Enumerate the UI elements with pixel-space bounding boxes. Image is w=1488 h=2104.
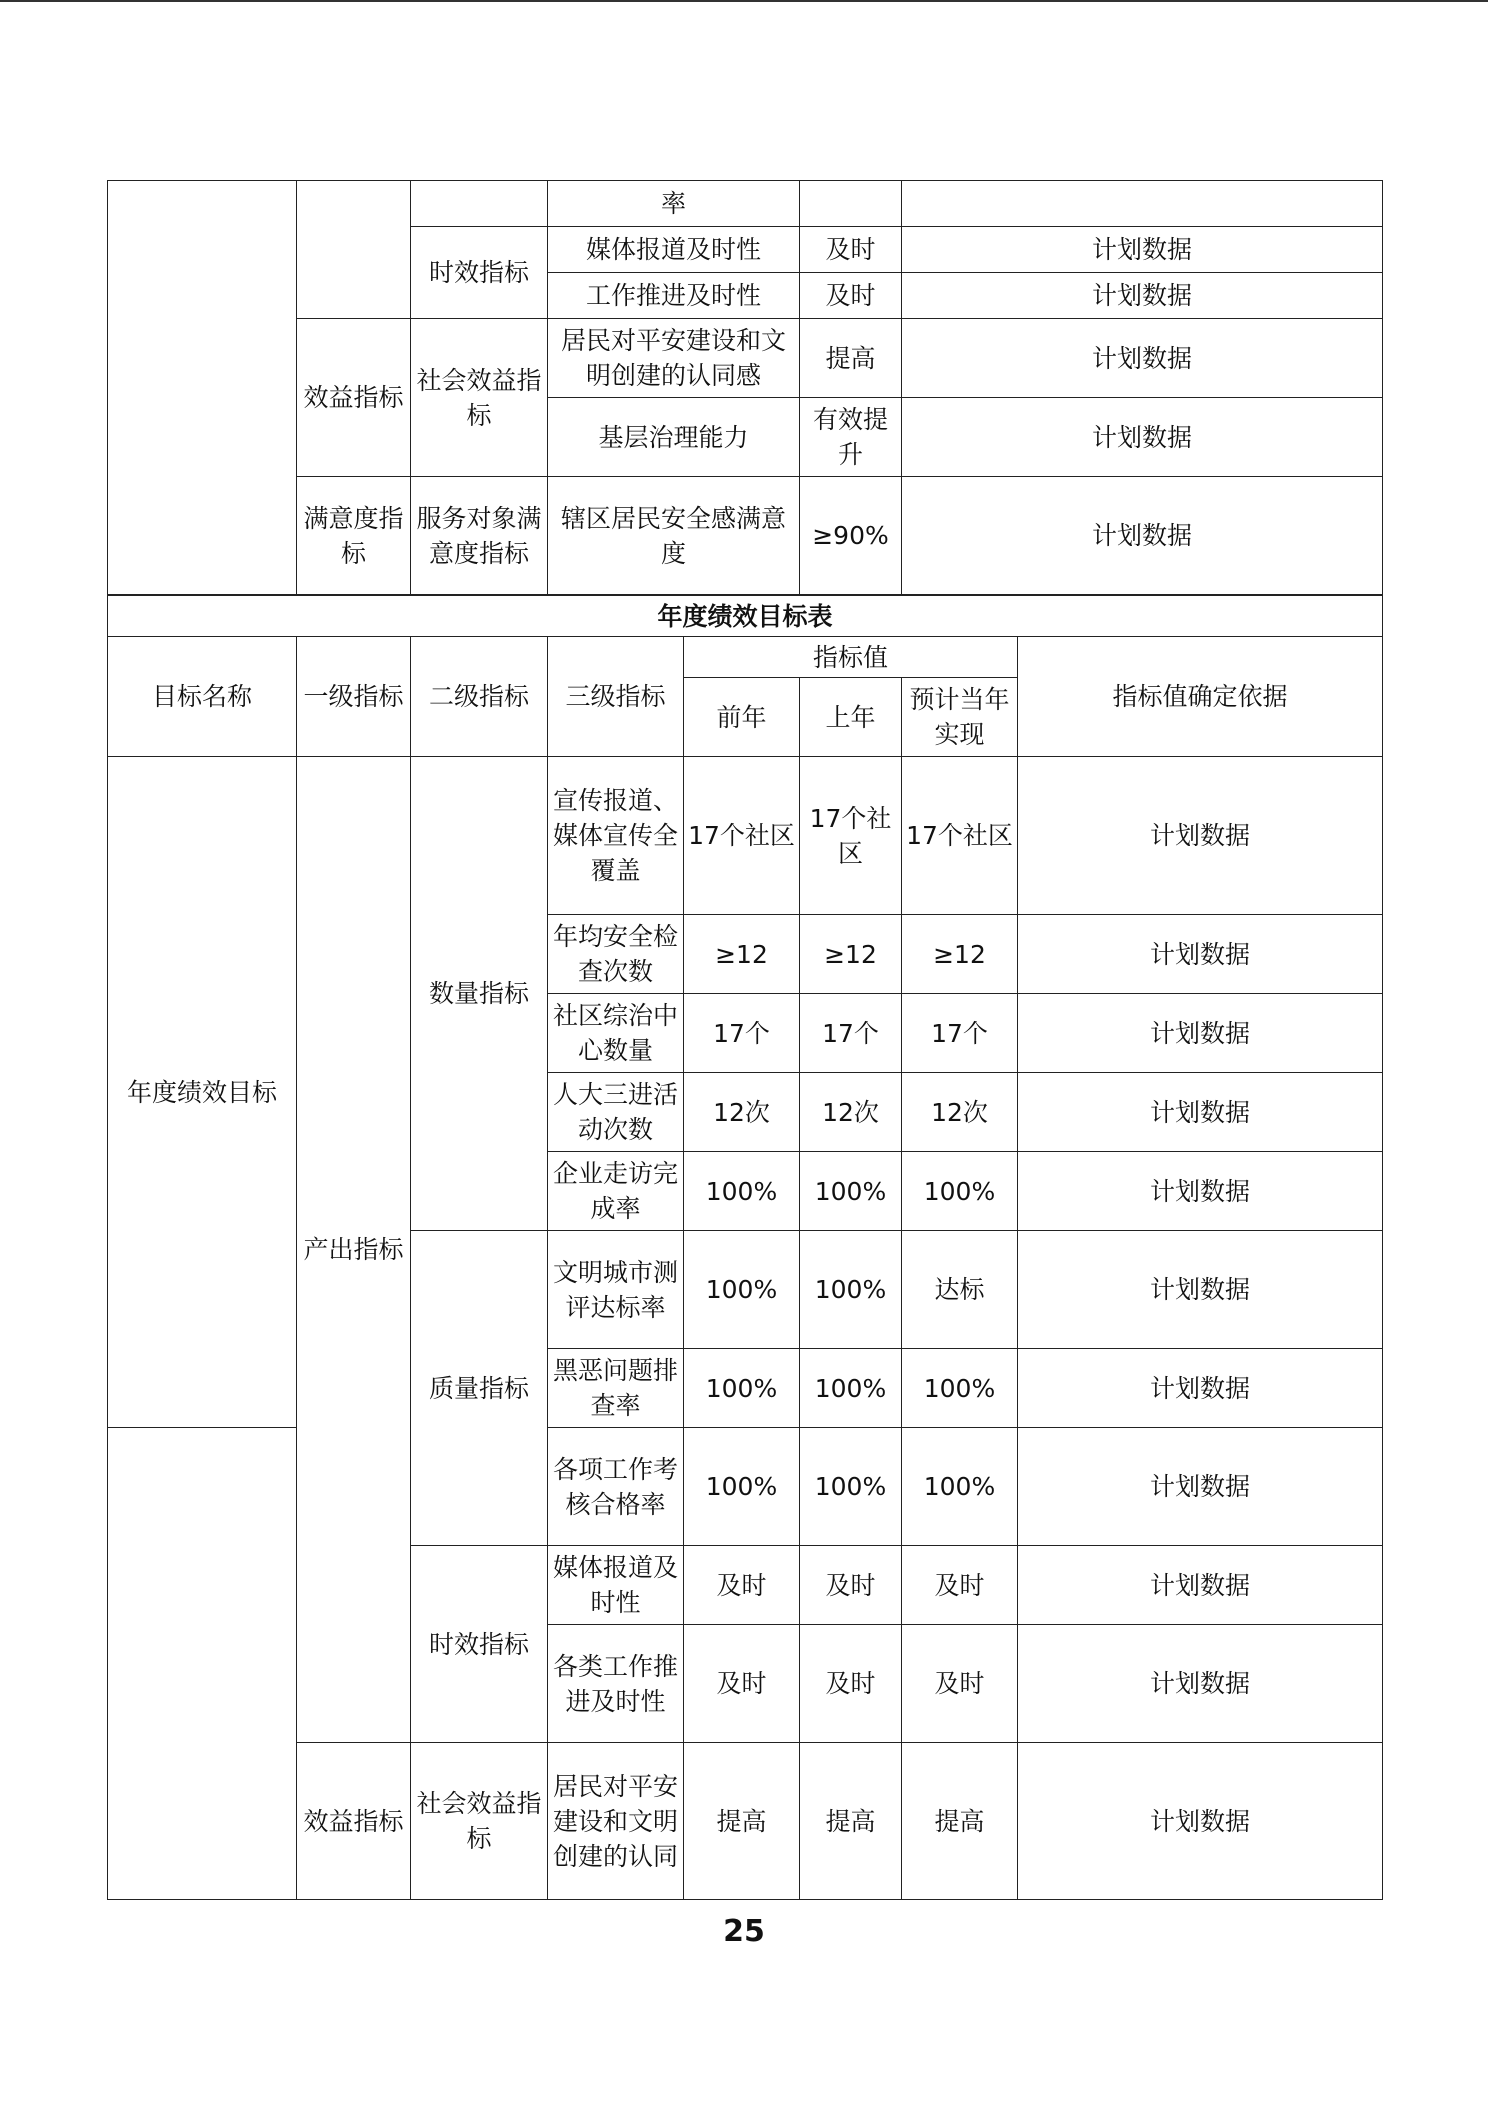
basis-cell: 计划数据 xyxy=(1018,1152,1383,1231)
level3-cell: 基层治理能力 xyxy=(548,398,800,477)
value-current: 17个 xyxy=(902,994,1018,1073)
annual-performance-table xyxy=(107,595,1383,1900)
table-row xyxy=(108,477,1383,595)
level2-cell: 时效指标 xyxy=(411,227,548,319)
value-prev2: 提高 xyxy=(684,1743,800,1900)
level3-cell: 宣传报道、媒体宣传全覆盖 xyxy=(548,757,684,915)
value-prev1: 12次 xyxy=(800,1073,902,1152)
header-basis: 指标值确定依据 xyxy=(1018,637,1383,757)
level2-cell: 时效指标 xyxy=(411,1546,548,1743)
value-prev1: 及时 xyxy=(800,1546,902,1625)
value-prev2: 17个社区 xyxy=(684,757,800,915)
level3-cell: 人大三进活动次数 xyxy=(548,1073,684,1152)
value-prev1: 100% xyxy=(800,1349,902,1428)
basis-cell: 计划数据 xyxy=(1018,1625,1383,1743)
level1-cell: 产出指标 xyxy=(297,757,411,1743)
level3-cell: 辖区居民安全感满意度 xyxy=(548,477,800,595)
value-prev1: 及时 xyxy=(800,1625,902,1743)
header-prev1: 上年 xyxy=(800,678,902,757)
value-current: 17个社区 xyxy=(902,757,1018,915)
table-row xyxy=(108,1743,1383,1900)
level1-cell: 效益指标 xyxy=(297,319,411,477)
value-prev2: 17个 xyxy=(684,994,800,1073)
basis-cell: 计划数据 xyxy=(1018,1546,1383,1625)
empty-level1-cell xyxy=(297,181,411,319)
level3-cell: 企业走访完成率 xyxy=(548,1152,684,1231)
value-cell: 及时 xyxy=(800,273,902,319)
value-cell: ≥90% xyxy=(800,477,902,595)
value-prev2: 100% xyxy=(684,1231,800,1349)
value-prev1: 100% xyxy=(800,1428,902,1546)
basis-cell: 计划数据 xyxy=(902,477,1383,595)
value-prev1: ≥12 xyxy=(800,915,902,994)
basis-cell: 计划数据 xyxy=(1018,1349,1383,1428)
value-current: ≥12 xyxy=(902,915,1018,994)
basis-cell: 计划数据 xyxy=(902,227,1383,273)
level3-cell: 媒体报道及时性 xyxy=(548,1546,684,1625)
basis-cell: 计划数据 xyxy=(1018,1743,1383,1900)
header-level2: 二级指标 xyxy=(411,637,548,757)
value-current: 100% xyxy=(902,1428,1018,1546)
level2-cell: 社会效益指标 xyxy=(411,319,548,477)
page-number: 25 xyxy=(723,1914,765,1949)
value-current: 达标 xyxy=(902,1231,1018,1349)
value-prev1: 提高 xyxy=(800,1743,902,1900)
header-prev2: 前年 xyxy=(684,678,800,757)
level3-cell: 率 xyxy=(548,181,800,227)
value-cell: 提高 xyxy=(800,319,902,398)
level2-cell: 数量指标 xyxy=(411,757,548,1231)
top-border-line xyxy=(0,0,1488,2)
level2-cell: 服务对象满意度指标 xyxy=(411,477,548,595)
value-prev2: ≥12 xyxy=(684,915,800,994)
level2-cell: 社会效益指标 xyxy=(411,1743,548,1900)
table-row xyxy=(108,181,1383,227)
empty-name-cell xyxy=(108,181,297,595)
level3-cell: 年均安全检查次数 xyxy=(548,915,684,994)
value-current: 100% xyxy=(902,1349,1018,1428)
level3-cell: 文明城市测评达标率 xyxy=(548,1231,684,1349)
header-name: 目标名称 xyxy=(108,637,297,757)
level3-cell: 工作推进及时性 xyxy=(548,273,800,319)
basis-cell: 计划数据 xyxy=(1018,1428,1383,1546)
table-row xyxy=(108,757,1383,915)
basis-cell: 计划数据 xyxy=(1018,994,1383,1073)
value-prev2: 及时 xyxy=(684,1625,800,1743)
basis-cell: 计划数据 xyxy=(902,398,1383,477)
table-row xyxy=(108,319,1383,398)
empty-name-cell xyxy=(108,1428,297,1900)
value-current: 及时 xyxy=(902,1546,1018,1625)
basis-cell: 计划数据 xyxy=(1018,1231,1383,1349)
header-row xyxy=(108,637,1383,678)
header-level1: 一级指标 xyxy=(297,637,411,757)
value-prev1: 17个社区 xyxy=(800,757,902,915)
table-title-row xyxy=(108,596,1383,637)
level3-cell: 居民对平安建设和文明创建的认同 xyxy=(548,1743,684,1900)
value-prev2: 100% xyxy=(684,1152,800,1231)
value-prev1: 17个 xyxy=(800,994,902,1073)
value-cell: 有效提升 xyxy=(800,398,902,477)
value-cell xyxy=(800,181,902,227)
level1-cell: 效益指标 xyxy=(297,1743,411,1900)
basis-cell: 计划数据 xyxy=(1018,1073,1383,1152)
value-prev2: 12次 xyxy=(684,1073,800,1152)
table-title: 年度绩效目标表 xyxy=(108,596,1383,637)
basis-cell: 计划数据 xyxy=(902,319,1383,398)
level3-cell: 居民对平安建设和文明创建的认同感 xyxy=(548,319,800,398)
value-prev2: 及时 xyxy=(684,1546,800,1625)
value-prev2: 100% xyxy=(684,1349,800,1428)
value-current: 提高 xyxy=(902,1743,1018,1900)
level3-cell: 黑恶问题排查率 xyxy=(548,1349,684,1428)
value-prev1: 100% xyxy=(800,1231,902,1349)
level1-cell: 满意度指标 xyxy=(297,477,411,595)
level2-cell: 质量指标 xyxy=(411,1231,548,1546)
empty-level2-cell xyxy=(411,181,548,227)
value-current: 12次 xyxy=(902,1073,1018,1152)
level3-cell: 各类工作推进及时性 xyxy=(548,1625,684,1743)
basis-cell: 计划数据 xyxy=(902,273,1383,319)
value-current: 及时 xyxy=(902,1625,1018,1743)
value-current: 100% xyxy=(902,1152,1018,1231)
value-prev1: 100% xyxy=(800,1152,902,1231)
value-prev2: 100% xyxy=(684,1428,800,1546)
header-level3: 三级指标 xyxy=(548,637,684,757)
header-current: 预计当年实现 xyxy=(902,678,1018,757)
basis-cell: 计划数据 xyxy=(1018,757,1383,915)
continued-performance-table xyxy=(107,180,1383,595)
level3-cell: 媒体报道及时性 xyxy=(548,227,800,273)
goal-name-cell: 年度绩效目标 xyxy=(108,757,297,1428)
basis-cell: 计划数据 xyxy=(1018,915,1383,994)
level3-cell: 社区综治中心数量 xyxy=(548,994,684,1073)
header-value: 指标值 xyxy=(684,637,1018,678)
basis-cell xyxy=(902,181,1383,227)
value-cell: 及时 xyxy=(800,227,902,273)
level3-cell: 各项工作考核合格率 xyxy=(548,1428,684,1546)
